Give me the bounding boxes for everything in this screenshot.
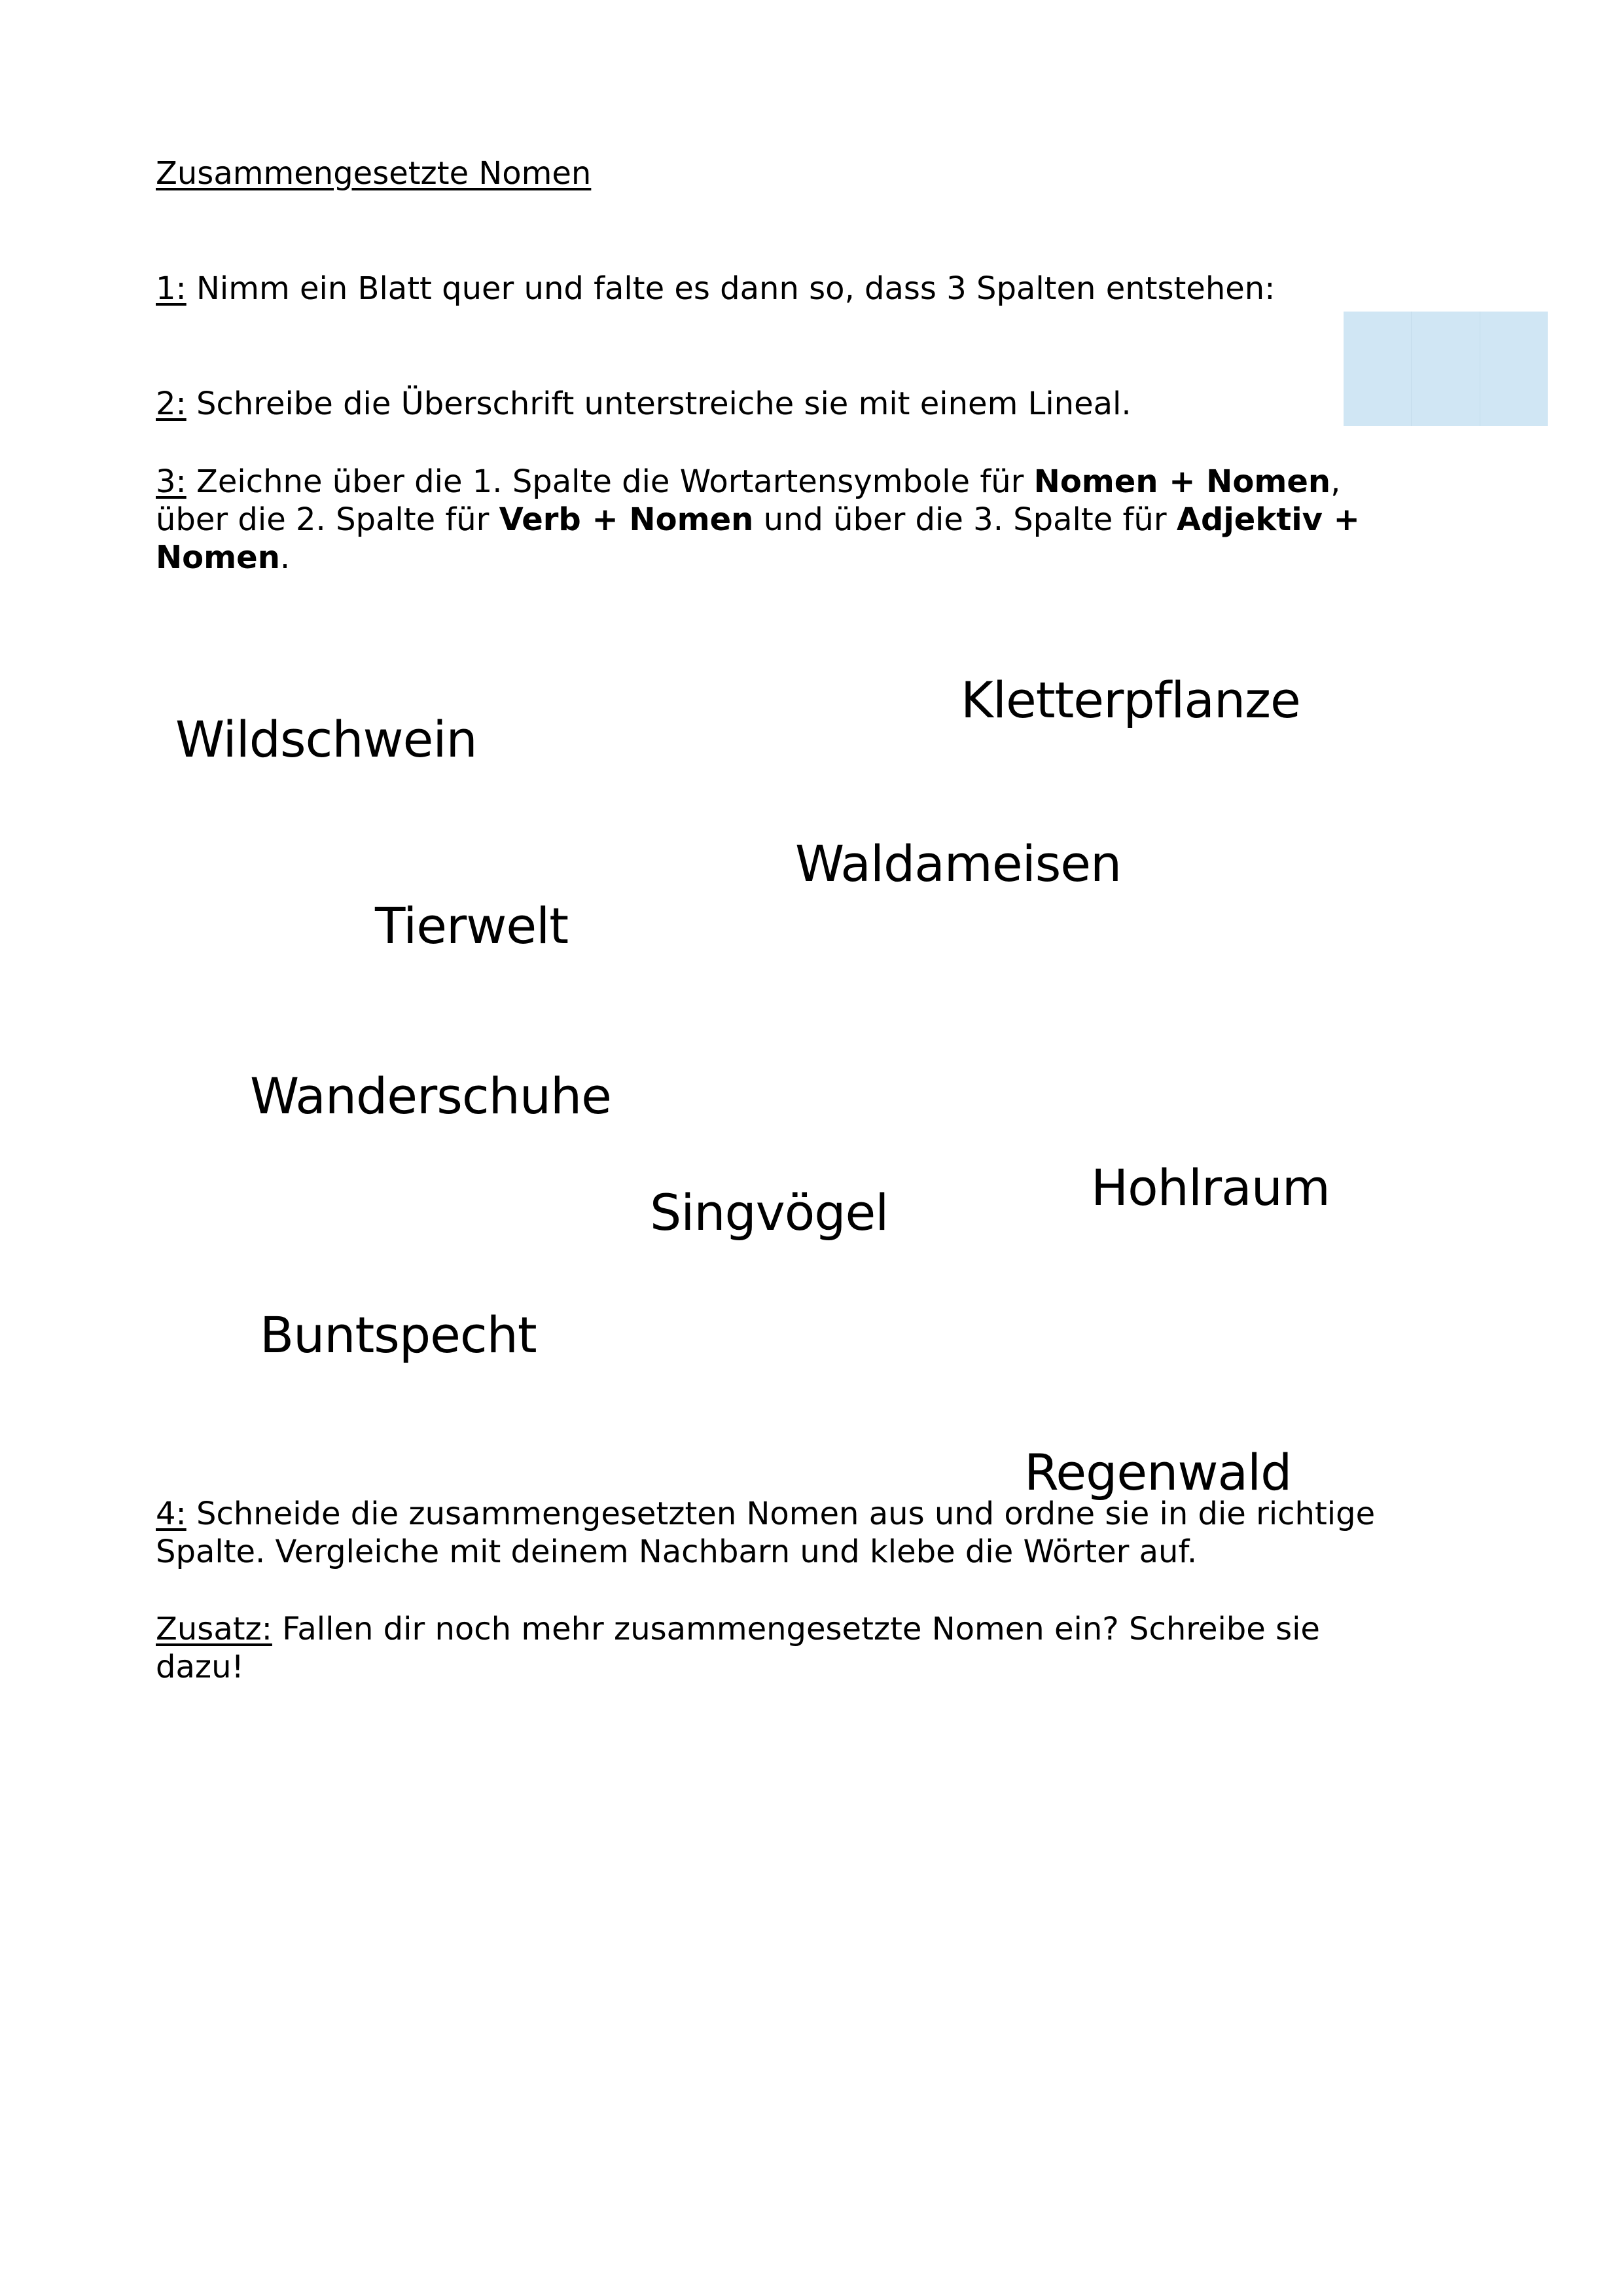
task-3-number: 3: bbox=[156, 463, 187, 500]
fold-column bbox=[1344, 312, 1412, 426]
extra-task-line-2: dazu! bbox=[156, 1649, 244, 1685]
word-tierwelt: Tierwelt bbox=[375, 897, 569, 955]
task-3-bold-nomen: Nomen bbox=[156, 539, 280, 576]
word-kletterpflanze: Kletterpflanze bbox=[961, 671, 1300, 729]
task-1 bbox=[156, 270, 1275, 308]
task-3-text: und über die 3. Spalte für bbox=[753, 501, 1177, 538]
word-hohlraum: Hohlraum bbox=[1091, 1158, 1330, 1217]
word-regenwald: Regenwald bbox=[1024, 1443, 1292, 1501]
extra-task-text: Fallen dir noch mehr zusammengesetzte Nomen ein? Schreibe sie bbox=[272, 1611, 1320, 1647]
word-wildschwein: Wildschwein bbox=[175, 710, 477, 768]
task-1-text: Nimm ein Blatt quer und falte es dann so, dass 3 Spalten entstehen: bbox=[186, 270, 1275, 307]
word-waldameisen: Waldameisen bbox=[795, 834, 1122, 893]
task-3-text: , bbox=[1330, 463, 1341, 500]
fold-column bbox=[1480, 312, 1548, 426]
task-3-line-2 bbox=[156, 501, 1360, 539]
task-3-bold-nomen-nomen: Nomen + Nomen bbox=[1033, 463, 1331, 500]
task-3-bold-verb-nomen: Verb + Nomen bbox=[499, 501, 754, 538]
task-4-text: Schneide die zusammengesetzten Nomen aus und ordne sie in die richtige bbox=[186, 1496, 1376, 1532]
task-2-text: Schreibe die Überschrift unterstreiche sie mit einem Lineal. bbox=[186, 386, 1132, 422]
task-3-text: . bbox=[279, 539, 291, 576]
word-buntspecht: Buntspecht bbox=[260, 1306, 537, 1364]
task-2-number: 2: bbox=[156, 386, 187, 422]
task-4-line-2: Spalte. Vergleiche mit deinem Nachbarn und klebe die Wörter auf. bbox=[156, 1534, 1198, 1570]
fold-column bbox=[1412, 312, 1480, 426]
task-3-line-3 bbox=[156, 539, 290, 577]
task-4-line-1 bbox=[156, 1495, 1375, 1533]
task-3-text: über die 2. Spalte für bbox=[156, 501, 499, 538]
extra-task-label: Zusatz: bbox=[156, 1611, 272, 1647]
task-3-line-1 bbox=[156, 463, 1340, 501]
task-2 bbox=[156, 385, 1132, 423]
task-1-number: 1: bbox=[156, 270, 187, 307]
worksheet-title: Zusammengesetzte Nomen bbox=[156, 155, 592, 192]
extra-task-line-1 bbox=[156, 1610, 1320, 1648]
task-4-number: 4: bbox=[156, 1496, 187, 1532]
word-wanderschuhe: Wanderschuhe bbox=[250, 1067, 611, 1125]
task-3-bold-adjektiv: Adjektiv + bbox=[1176, 501, 1360, 538]
word-singvoegel: Singvögel bbox=[650, 1183, 889, 1242]
task-3-text: Zeichne über die 1. Spalte die Wortartensymbole für bbox=[186, 463, 1034, 500]
folded-paper-illustration bbox=[1344, 312, 1548, 426]
